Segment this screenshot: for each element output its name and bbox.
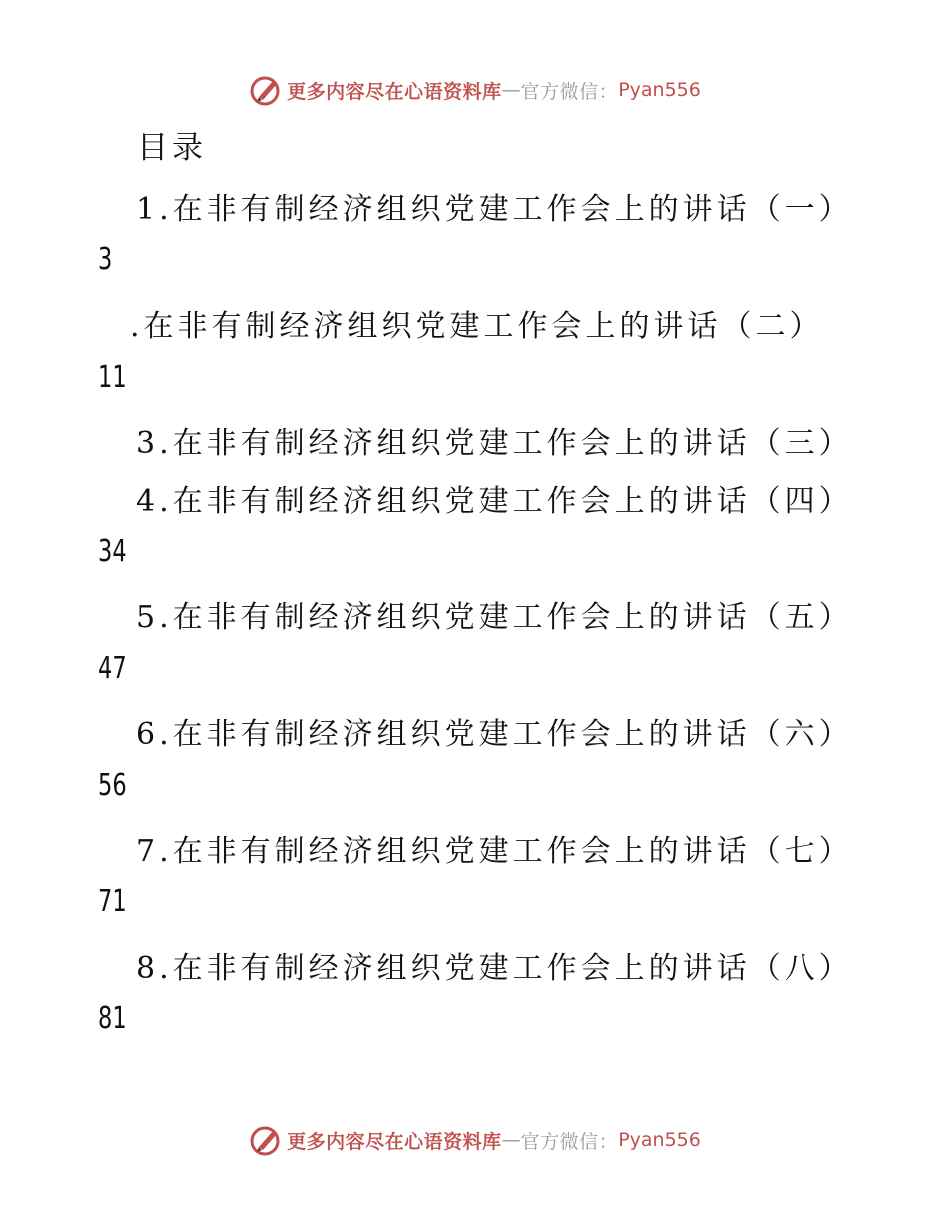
- toc-page-2: 11: [98, 360, 127, 395]
- toc-entry-3: 3.在非有制经济组织党建工作会上的讲话（三）: [136, 426, 853, 461]
- banner-main-text: 更多内容尽在心语资料库: [287, 80, 502, 103]
- toc-page-5: 47: [98, 651, 127, 686]
- toc-page-4: 34: [98, 534, 127, 569]
- toc-page-7: 71: [98, 884, 127, 919]
- banner-sub-text: 官方微信：: [520, 80, 619, 103]
- toc-entry-1: 1.在非有制经济组织党建工作会上的讲话（一）: [136, 192, 853, 227]
- toc-page-6: 56: [98, 768, 127, 803]
- pen-logo-icon: [249, 1123, 283, 1157]
- toc-entry-2: .在非有制经济组织党建工作会上的讲话（二）: [130, 309, 824, 344]
- banner-handle: Pyan556: [618, 79, 701, 101]
- toc-entry-7: 7.在非有制经济组织党建工作会上的讲话（七）: [136, 834, 853, 869]
- banner-dash: —: [501, 1129, 521, 1151]
- toc-page-8: 81: [98, 1001, 127, 1036]
- banner-sub-text: 官方微信：: [520, 1130, 619, 1153]
- header-banner: [0, 70, 950, 110]
- toc-entry-6: 6.在非有制经济组织党建工作会上的讲话（六）: [136, 717, 853, 752]
- banner-main-text: 更多内容尽在心语资料库: [287, 1130, 502, 1153]
- toc-page-1: 3: [98, 242, 113, 277]
- toc-title: 目录: [137, 130, 207, 166]
- footer-banner: [0, 1120, 950, 1160]
- toc-entry-8: 8.在非有制经济组织党建工作会上的讲话（八）: [136, 951, 853, 986]
- banner-handle: Pyan556: [618, 1129, 701, 1151]
- pen-logo-icon: [249, 73, 283, 107]
- banner-dash: —: [501, 79, 521, 101]
- toc-entry-5: 5.在非有制经济组织党建工作会上的讲话（五）: [136, 600, 853, 635]
- toc-entry-4: 4.在非有制经济组织党建工作会上的讲话（四）: [136, 484, 853, 519]
